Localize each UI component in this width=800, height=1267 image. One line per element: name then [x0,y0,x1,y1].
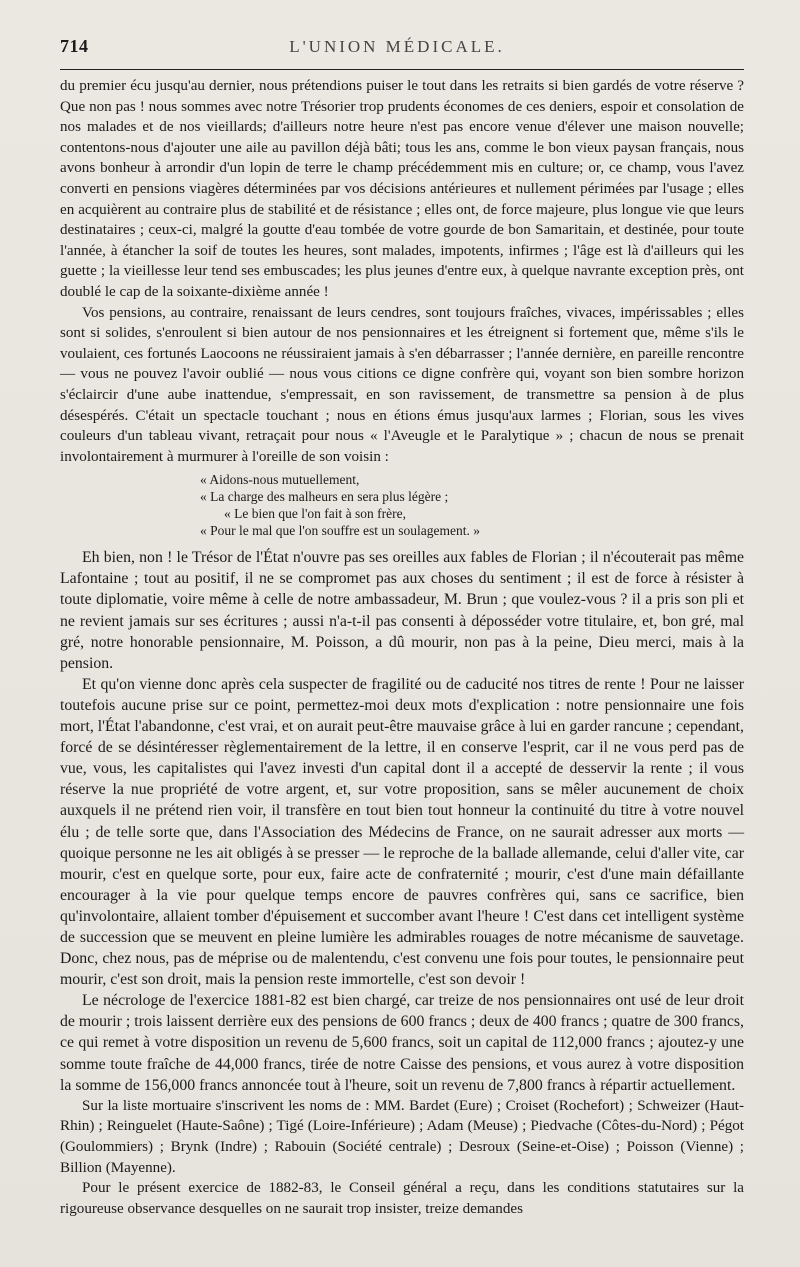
paragraph: Et qu'on vienne donc après cela suspecter de fragilité ou de caducité nos titres de rente ! Pour ne laisser toutefois aucune prise sur ce point, permettez-moi deux mots d'explication : notre pensionnaire une fois mort, l'État l'abandonne, c'est vrai, et on aurait peut-être mauvaise grâce à lui en garder rancune ; cependant, forcé de se désintéresser règlementairement de la lettre, il en conserve l'esprit, car il ne vous perd pas de vue, vous, les capitalistes qui l'avez investi d'un capital dont il a accepté de desservir la rente ; il vous réserve la nue propriété de votre argent, et, sur votre proposition, sans se mêler aucunement de choix auxquels il ne prétend rien voir, il transfère en tout bien tout honneur la continuité du titre à votre nouvel élu ; de telle sorte que, dans l'Association des Médecins de France, on ne saurait adresser aux morts — quoique personne ne les ait obligés à se presser — le reproche de la ballade allemande, celui d'aller vite, car mourir, c'est en quelque sorte, pour eux, faire acte de confraternité ; mourir, c'est d'une main défaillante encourager à la vie pour quelque temps encore de pauvres confrères qui, sans ce sacrifice, bien qu'involontaire, allaient tomber d'épuisement et succomber avant l'heure ! C'est dans cet intelligent système de succession que se meuvent en pleine lumière les admirables rouages de notre mécanisme de sauvetage. Donc, chez nous, pas de méprise ou de malentendu, c'est convenu une fois pour toutes, le pensionnaire peut mourir, c'est son droit, mais la pension reste immortelle, c'est son devoir ! [60,675,744,989]
verse-line: « La charge des malheurs en sera plus légère ; [200,489,449,505]
paragraph: Vos pensions, au contraire, renaissant de leurs cendres, sont toujours fraîches, vivaces, impérissables ; elles sont si solides, s'enroulent si bien autour de nos pensionnaires et les étreignent si fortement que, même s'ils le voulaient, ces fortunés Laocoons ne réussiraient jamais à s'en débarrasser ; l'année dernière, en pareille rencontre — vous ne pouvez l'avoir oublié — nous vous citions ce digne confrère qui, voyant son bien sombre horizon s'éclaircir d'une aube inattendue, s'empressait, en son ravissement, de transmettre sa pension à de plus désespérés. C'était un spectacle touchant ; nous en étions émus jusqu'aux larmes ; Florian, sous les vives couleurs d'un tableau vivant, retraçait pour nous « l'Aveugle et le Paralytique » ; chacun de nous se prenait involontairement à murmurer à l'oreille de son voisin : [60,304,744,465]
verse-quote [60,471,744,539]
page-header [60,36,744,57]
header-rule [60,69,744,70]
paragraph: Eh bien, non ! le Trésor de l'État n'ouvre pas ses oreilles aux fables de Florian ; il n'écouterait pas même Lafontaine ; tout au positif, il ne se compromet pas aux choses du sentiment ; il est de force à résister à toute diplomatie, voire même à celle de notre ambassadeur, M. Brun ; que voulez-vous ? il a pris son pli et ne revient jamais sur ses écritures ; aussi n'a-t-il pas consenti à déposséder votre titulaire, et, bon gré, mal gré, notre honorable pensionnaire, M. Poisson, a dû mourir, non pas à la peine, Dieu merci, mais à la pension. [60,549,744,672]
paragraph: Sur la liste mortuaire s'inscrivent les noms de : MM. Bardet (Eure) ; Croiset (Rochefort) ; Schweizer (Haut-Rhin) ; Reinguelet (Haute-Saône) ; Tigé (Loire-Inférieure) ; Adam (Meuse) ; Piedvache (Côtes-du-Nord) ; Pégot (Goulommiers) ; Brynk (Indre) ; Rabouin (Société centrale) ; Desroux (Seine-et-Oise) ; Poisson (Vienne) ; Billion (Mayenne). [60,1097,744,1176]
verse-line: « Pour le mal que l'on souffre est un soulagement. » [200,523,481,539]
verse-line: « Aidons-nous mutuellement, [200,472,360,488]
verse-line: « Le bien que l'on fait à son frère, [224,506,406,522]
body-text [60,76,744,1219]
page-number: 714 [60,36,89,56]
paragraph: du premier écu jusqu'au dernier, nous prétendions puiser le tout dans les retraits si bien gardés de votre réserve ? Que non pas ! nous sommes avec notre Trésorier trop prudents économes de ces deniers, espoir et consolation de nos malades et de nos vieillards; d'ailleurs notre heure n'est pas encore venue d'élever une maison nouvelle; contentons-nous d'ajouter une aile au pavillon déjà bâti; tous les ans, comme le bon vieux paysan français, nous avons bonheur à arrondir d'un lopin de terre le champ précédemment mis en culture; or, ce champ, vous l'avez converti en pensions viagères déterminées par vos décisions antérieures et nullement périmées par l'usage ; elles en acquièrent au contraire plus de stabilité et de résistance ; elles ont, de force majeure, plus longue vie que leurs destinataires ; ceux-ci, malgré la goutte d'eau tombée de votre gourde de bon Samaritain, et destinée, pour toute l'année, à étancher la soif de toutes les heures, sont malades, impotents, infirmes ; l'âge est là d'ailleurs qui les guette ; la vieillesse leur tend ses embuscades; les plus jeunes d'entre eux, à quelque navrante exception près, ont doublé le cap de la soixante-dixième année ! [60,78,744,300]
running-title: L'UNION MÉDICALE. [289,37,505,56]
paragraph: Le nécrologe de l'exercice 1881-82 est bien chargé, car treize de nos pensionnaires ont usé de leur droit de mourir ; trois laissent derrière eux des pensions de 600 francs ; deux de 400 francs ; quatre de 300 francs, ce qui remet à votre disposition un revenu de 5,600 francs, soit un capital de 112,000 francs ; ajoutez-y une somme toute fraîche de 44,000 francs, tirée de notre Caisse des pensions, et vous aurez à votre disposition la somme de 156,000 francs annoncée tout à l'heure, soit un revenu de 7,800 francs à répartir actuellement. [60,992,744,1094]
paragraph: Pour le présent exercice de 1882-83, le Conseil général a reçu, dans les conditions statutaires sur la rigoureuse observance desquelles on ne saurait trop insister, treize demandes [60,1180,744,1217]
